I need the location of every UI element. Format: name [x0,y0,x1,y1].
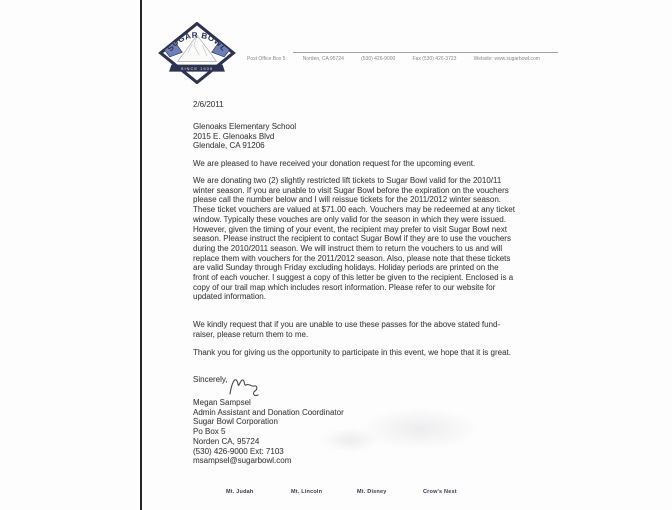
recipient-address [193,122,515,151]
paragraph-thanks: Thank you for giving us the opportunity to participate in this event, we hope that it is great. [193,348,511,357]
scan-edge-line [140,0,142,510]
footer-mountain-lincoln: Mt. Lincoln [291,489,323,495]
handwritten-signature-icon [226,372,272,400]
logo-arc-text: SUGAR BOWL [165,30,229,53]
signer-company: Sugar Bowl Corporation [193,417,278,427]
footer-mountain-judah: Mt. Judah [226,489,254,495]
contact-city: Norden, CA 95724 [302,56,344,62]
signer-email: msampsel@sugarbowl.com [193,456,292,466]
paragraph-return-request: We kindly request that if you are unable to use these passes for the above stated fund-raiser, please return them to me. [193,320,501,339]
recipient-street: 2015 E. Glenoaks Blvd [193,131,275,141]
recipient-city: Glendale, CA 91206 [193,141,265,151]
signer-phone: (530) 426-9000 Ext: 7103 [193,446,284,456]
letter-date: 2/6/2011 [193,100,224,109]
scan-smudge [320,428,380,452]
footer-mountain-crows-nest: Crow's Nest [423,489,457,495]
signer-address-line2: Norden CA, 95724 [193,436,260,446]
letterhead-rule [293,52,558,53]
contact-website: Website: www.sugarbowl.com [473,56,540,62]
logo-diamond-icon [157,22,237,84]
contact-phone: (530) 426-9000 [361,56,396,62]
signer-name: Megan Sampsel [193,398,251,407]
signer-title: Admin Assistant and Donation Coordinator [193,407,344,417]
paragraph-donation-details: We are donating two (2) slightly restricted lift tickets to Sugar Bowl valid for the 2010/11 winter season. If you are unable to visit Sugar Bowl before the expiration on the vouchers please call the number below and I will reissue tickets for the 2011/2012 winter season. These ticket vouchers are valued at $71.00 each. Vouchers may be redeemed at any ticket window. Typically these vouches are only valid for the season in which they were issued. However, given the timing of your event, the recipient may prefer to visit Sugar Bowl next season. Please instruct the recipient to contact Sugar Bowl if they are to use the vouchers during the 2010/2011 season. We will instruct them to return the vouchers to us and will replace them with vouchers for the 2011/2012 season. Also, please note that these tickets are valid Sunday through Friday excluding holidays. Holiday periods are printed on the front of each voucher. I suggest a copy of this letter be given to the recipient. Enclosed is a copy of our trail map which includes resort information. Please refer to our website for updated information. [193,176,515,302]
signer-address-line1: Po Box 5 [193,427,226,437]
footer-mountain-disney: Mt. Disney [357,489,387,495]
closing-salutation: Sincerely, [193,375,228,384]
contact-pobox: Post Office Box 5 [247,56,286,62]
contact-fax: Fax (530) 426-3723 [412,56,457,62]
sugar-bowl-logo [157,22,237,84]
logo-banner-text: SINCE 1939 [180,65,214,71]
letterhead-contact-line [247,56,540,62]
paragraph-intro: We are pleased to have received your donation request for the upcoming event. [193,159,476,168]
recipient-name: Glenoaks Elementary School [193,122,297,131]
